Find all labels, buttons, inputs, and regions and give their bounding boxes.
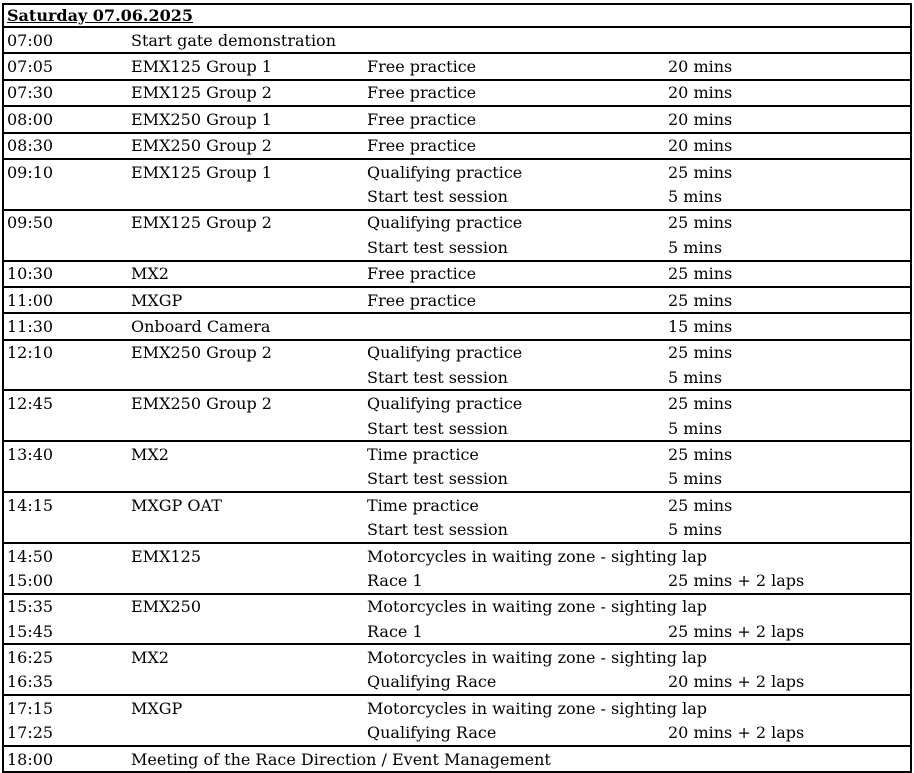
schedule-body — [2, 26, 912, 773]
schedule-row — [4, 442, 910, 466]
class-cell: EMX125 Group 2 — [131, 213, 272, 233]
activity-cell: Free practice — [367, 83, 477, 103]
class-cell: MX2 — [131, 264, 169, 284]
duration-cell: 20 mins + 2 laps — [668, 672, 805, 692]
schedule-row — [4, 696, 910, 720]
schedule-block — [2, 260, 912, 286]
duration-cell: 25 mins + 2 laps — [668, 570, 805, 590]
duration-cell: 25 mins + 2 laps — [668, 621, 805, 641]
class-cell: MX2 — [131, 444, 169, 464]
activity-cell: Time practice — [367, 444, 479, 464]
class-cell: MXGP — [131, 290, 183, 310]
activity-cell: Qualifying practice — [367, 394, 523, 414]
duration-cell: 25 mins — [668, 394, 733, 414]
class-cell: EMX125 Group 1 — [131, 57, 272, 77]
duration-cell: 25 mins — [668, 444, 733, 464]
class-cell: EMX125 — [131, 546, 201, 566]
activity-cell: Motorcycles in waiting zone - sighting lap — [367, 648, 707, 668]
time-cell: 17:15 — [7, 698, 54, 718]
activity-cell: Race 1 — [367, 570, 423, 590]
duration-cell: 20 mins — [668, 109, 733, 129]
duration-cell: 20 mins — [668, 57, 733, 77]
schedule-row — [4, 184, 910, 208]
time-cell: 09:10 — [7, 162, 54, 182]
activity-cell: Free practice — [367, 57, 477, 77]
activity-cell: Motorcycles in waiting zone - sighting lap — [367, 698, 707, 718]
duration-cell: 25 mins — [668, 264, 733, 284]
schedule-row — [4, 28, 910, 52]
schedule-block — [2, 643, 912, 694]
duration-cell: 20 mins + 2 laps — [668, 723, 805, 743]
time-cell: 12:45 — [7, 394, 54, 414]
activity-cell: Free practice — [367, 136, 477, 156]
schedule-block — [2, 491, 912, 542]
schedule-row — [4, 211, 910, 235]
activity-cell: Motorcycles in waiting zone - sighting lap — [367, 546, 707, 566]
schedule-row — [4, 341, 910, 365]
schedule-row — [4, 107, 910, 131]
schedule-block — [2, 105, 912, 131]
class-cell: EMX250 Group 2 — [131, 343, 272, 363]
schedule-row — [4, 54, 910, 78]
schedule-row — [4, 517, 910, 541]
class-cell: EMX250 Group 2 — [131, 136, 272, 156]
duration-cell: 5 mins — [668, 187, 723, 207]
activity-cell: Qualifying Race — [367, 672, 497, 692]
activity-cell: Start test session — [367, 520, 508, 540]
time-cell: 16:25 — [7, 648, 54, 668]
time-cell: 15:35 — [7, 597, 54, 617]
time-cell: 18:00 — [7, 749, 54, 769]
duration-cell: 5 mins — [668, 469, 723, 489]
schedule-row — [4, 262, 910, 286]
schedule-row — [4, 288, 910, 312]
class-cell: Meeting of the Race Direction / Event Management — [131, 749, 551, 769]
schedule-row — [4, 365, 910, 389]
time-cell: 10:30 — [7, 264, 54, 284]
class-cell: MXGP — [131, 698, 183, 718]
activity-cell: Free practice — [367, 109, 477, 129]
schedule-row — [4, 619, 910, 643]
schedule-block — [2, 389, 912, 440]
schedule-block — [2, 694, 912, 745]
schedule-header — [2, 3, 912, 26]
schedule-row — [4, 81, 910, 105]
time-cell: 11:00 — [7, 290, 54, 310]
time-cell: 16:35 — [7, 672, 54, 692]
activity-cell: Start test session — [367, 237, 508, 257]
time-cell: 08:30 — [7, 136, 54, 156]
schedule-row — [4, 493, 910, 517]
time-cell: 11:30 — [7, 316, 54, 336]
duration-cell: 20 mins — [668, 83, 733, 103]
activity-cell: Qualifying Race — [367, 723, 497, 743]
activity-cell: Qualifying practice — [367, 343, 523, 363]
duration-cell: 5 mins — [668, 237, 723, 257]
time-cell: 17:25 — [7, 723, 54, 743]
schedule-block — [2, 52, 912, 78]
duration-cell: 5 mins — [668, 418, 723, 438]
time-cell: 14:50 — [7, 546, 54, 566]
duration-cell: 15 mins — [668, 316, 733, 336]
schedule-block — [2, 132, 912, 158]
duration-cell: 5 mins — [668, 520, 723, 540]
schedule-title: Saturday 07.06.2025 — [7, 5, 193, 25]
activity-cell: Time practice — [367, 495, 479, 515]
class-cell: EMX125 Group 1 — [131, 162, 272, 182]
activity-cell: Start test session — [367, 187, 508, 207]
duration-cell: 25 mins — [668, 213, 733, 233]
schedule-row — [4, 544, 910, 568]
schedule-table — [2, 3, 912, 773]
time-cell: 12:10 — [7, 343, 54, 363]
activity-cell: Qualifying practice — [367, 162, 523, 182]
duration-cell: 25 mins — [668, 343, 733, 363]
schedule-row — [4, 568, 910, 592]
time-cell: 07:30 — [7, 83, 54, 103]
time-cell: 15:00 — [7, 570, 54, 590]
class-cell: MXGP OAT — [131, 495, 222, 515]
time-cell: 09:50 — [7, 213, 54, 233]
schedule-row — [4, 314, 910, 338]
time-cell: 15:45 — [7, 621, 54, 641]
time-cell: 08:00 — [7, 109, 54, 129]
time-cell: 13:40 — [7, 444, 54, 464]
schedule-block — [2, 286, 912, 312]
schedule-block — [2, 542, 912, 593]
schedule-block — [2, 158, 912, 209]
activity-cell: Start test session — [367, 367, 508, 387]
activity-cell: Free practice — [367, 290, 477, 310]
schedule-block — [2, 745, 912, 773]
activity-cell: Free practice — [367, 264, 477, 284]
activity-cell: Race 1 — [367, 621, 423, 641]
class-cell: EMX250 Group 2 — [131, 394, 272, 414]
schedule-row — [4, 134, 910, 158]
schedule-row — [4, 747, 910, 771]
time-cell: 14:15 — [7, 495, 54, 515]
duration-cell: 5 mins — [668, 367, 723, 387]
activity-cell: Motorcycles in waiting zone - sighting lap — [367, 597, 707, 617]
schedule-row — [4, 391, 910, 415]
class-cell: Onboard Camera — [131, 316, 271, 336]
duration-cell: 25 mins — [668, 162, 733, 182]
class-cell: MX2 — [131, 648, 169, 668]
class-cell: EMX250 — [131, 597, 201, 617]
schedule-row — [4, 595, 910, 619]
schedule-row — [4, 160, 910, 184]
class-cell: EMX125 Group 2 — [131, 83, 272, 103]
activity-cell: Start test session — [367, 469, 508, 489]
schedule-block — [2, 209, 912, 260]
duration-cell: 20 mins — [668, 136, 733, 156]
class-cell: EMX250 Group 1 — [131, 109, 272, 129]
time-cell: 07:05 — [7, 57, 54, 77]
schedule-block — [2, 312, 912, 338]
schedule-block — [2, 440, 912, 491]
activity-cell: Start test session — [367, 418, 508, 438]
schedule-block — [2, 79, 912, 105]
schedule-row — [4, 416, 910, 440]
schedule-block — [2, 339, 912, 390]
duration-cell: 25 mins — [668, 290, 733, 310]
schedule-row — [4, 467, 910, 491]
schedule-row — [4, 721, 910, 745]
duration-cell: 25 mins — [668, 495, 733, 515]
schedule-block — [2, 593, 912, 644]
time-cell: 07:00 — [7, 30, 54, 50]
class-cell: Start gate demonstration — [131, 30, 336, 50]
schedule-row — [4, 645, 910, 669]
activity-cell: Qualifying practice — [367, 213, 523, 233]
schedule-row — [4, 235, 910, 259]
schedule-row — [4, 670, 910, 694]
schedule-block — [2, 26, 912, 52]
